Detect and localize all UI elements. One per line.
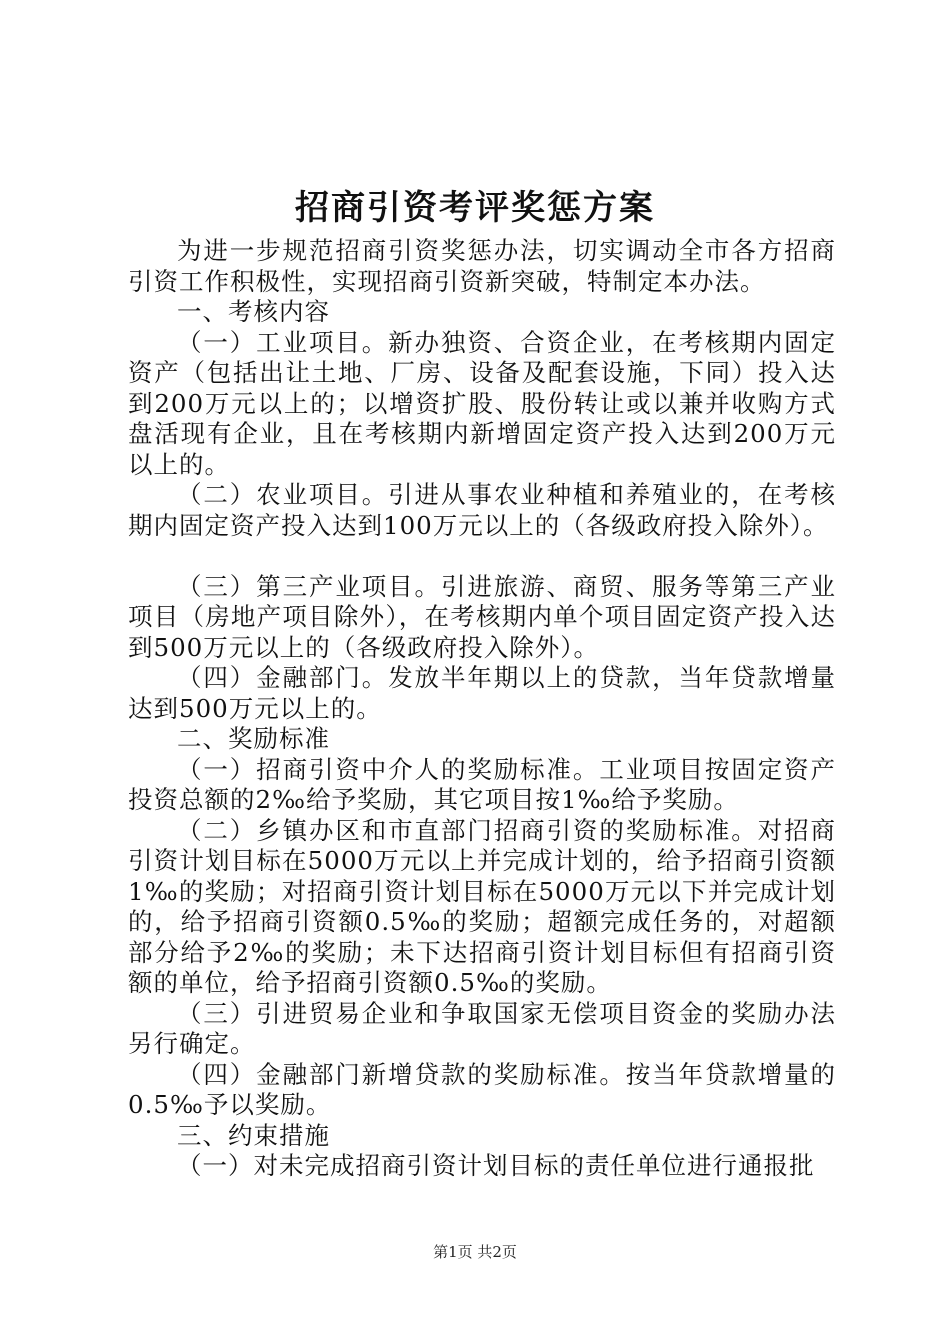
document-body xyxy=(128,236,836,1182)
blank-line xyxy=(128,541,836,572)
assessment-item-agriculture: （二）农业项目。引进从事农业种植和养殖业的，在考核期内固定资产投入达到100万元以上的（各级政府投入除外）。 xyxy=(128,480,836,540)
section-heading-rewards: 二、奖励标准 xyxy=(177,724,330,753)
assessment-item-finance: （四）金融部门。发放半年期以上的贷款，当年贷款增量达到500万元以上的。 xyxy=(128,663,836,723)
intro-paragraph: 为进一步规范招商引资奖惩办法，切实调动全市各方招商引资工作积极性，实现招商引资新突破，特制定本办法。 xyxy=(128,236,836,296)
reward-item-trade: （三）引进贸易企业和争取国家无偿项目资金的奖励办法另行确定。 xyxy=(128,998,836,1058)
assessment-item-industrial: （一）工业项目。新办独资、合资企业，在考核期内固定资产（包括出让土地、厂房、设备及配套设施，下同）投入达到200万元以上的；以增资扩股、股份转让或以兼并收购方式盘活现有企业，且在考核期内新增固定资产投入达到200万元以上的。 xyxy=(128,327,836,479)
page-number-footer: 第1页 共2页 xyxy=(433,1243,517,1261)
constraint-item-1: （一）对未完成招商引资计划目标的责任单位进行通报批 xyxy=(177,1151,815,1180)
document-title: 招商引资考评奖惩方案 xyxy=(295,188,655,228)
reward-item-finance-loans: （四）金融部门新增贷款的奖励标准。按当年贷款增量的0.5‰予以奖励。 xyxy=(128,1059,836,1119)
reward-item-departments: （二）乡镇办区和市直部门招商引资的奖励标准。对招商引资计划目标在5000万元以上并完成计划的，给予招商引资额1‰的奖励；对招商引资计划目标在5000万元以下并完成计划的，给予招商引资额0.5‰的奖励；超额完成任务的，对超额部分给予2‰的奖励；未下达招商引资计划目标但有招商引资额的单位，给予招商引资额0.5‰的奖励。 xyxy=(128,815,836,997)
section-heading-constraints: 三、约束措施 xyxy=(177,1120,330,1150)
reward-item-intermediary: （一）招商引资中介人的奖励标准。工业项目按固定资产投资总额的2‰给予奖励，其它项目按1‰给予奖励。 xyxy=(128,754,836,814)
assessment-item-tertiary: （三）第三产业项目。引进旅游、商贸、服务等第三产业项目（房地产项目除外），在考核期内单个项目固定资产投入达到500万元以上的（各级政府投入除外）。 xyxy=(128,571,836,662)
section-heading-assessment: 一、考核内容 xyxy=(177,297,330,326)
